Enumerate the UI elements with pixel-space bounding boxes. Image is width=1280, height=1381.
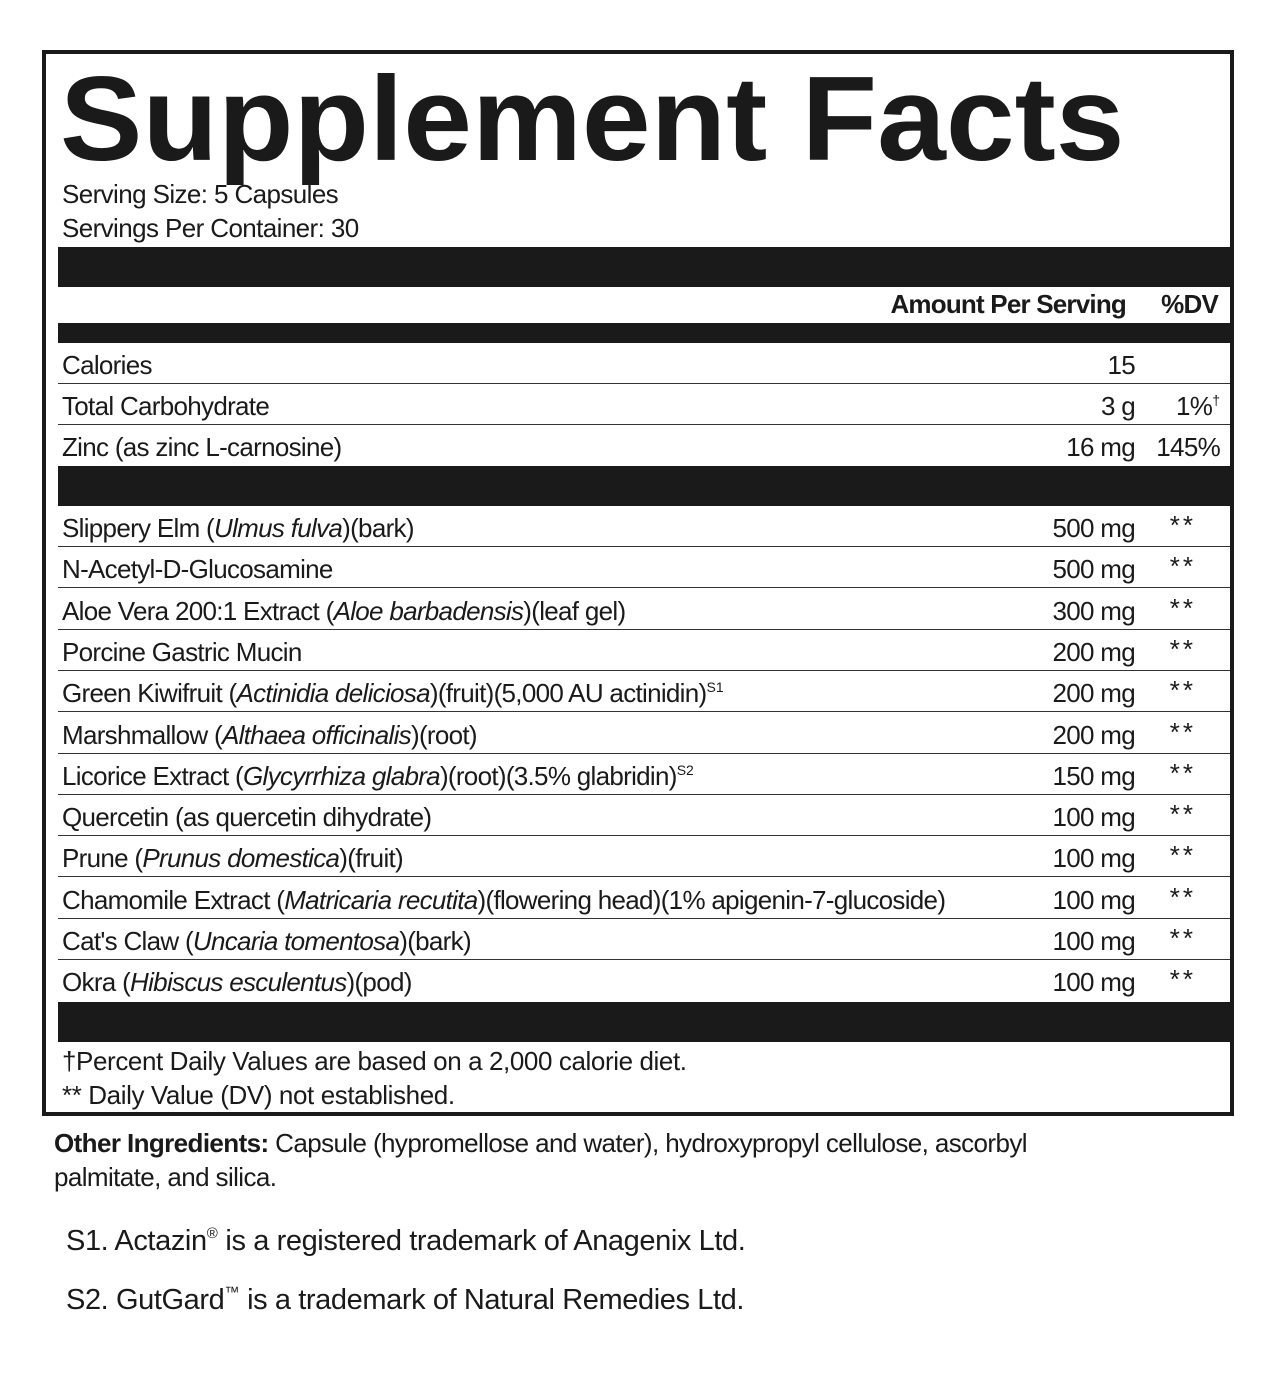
ingredient-part: )(bark) <box>399 926 471 956</box>
ingredient-name: Aloe Vera 200:1 Extract ( <box>62 595 334 626</box>
ingredient-latin-name: Glycyrrhiza glabra <box>243 760 440 791</box>
ingredient-dv: ** <box>1169 757 1196 788</box>
ingredient-amount: 100 mg <box>1052 967 1135 998</box>
ingredient-amount: 150 mg <box>1052 760 1135 791</box>
ingredient-part: )(fruit) <box>339 843 403 874</box>
ingredient-amount: 100 mg <box>1052 884 1135 915</box>
ingredient-amount: 300 mg <box>1052 595 1135 626</box>
ingredient-row <box>58 795 1230 836</box>
divider-bar-header <box>58 323 1230 343</box>
ingredient-dv: ** <box>1169 633 1196 664</box>
ingredient-part: )(leaf gel) <box>523 595 626 626</box>
ingredient-amount: 500 mg <box>1052 513 1135 543</box>
trademark-s2-post: is a trademark of Natural Remedies Ltd. <box>239 1284 745 1316</box>
trademark-s1-mark: ® <box>206 1225 218 1242</box>
ingredient-amount: 100 mg <box>1052 802 1135 833</box>
divider-bar-top <box>58 247 1230 287</box>
ingredient-label <box>62 802 431 833</box>
trademark-s2-mark: ™ <box>224 1284 240 1301</box>
dv-header: %DV <box>1161 289 1218 319</box>
ingredient-row <box>58 671 1230 712</box>
ingredient-part: )(bark) <box>342 513 414 543</box>
ingredient-dv: ** <box>1169 799 1196 830</box>
footnote-dv-not-established: ** Daily Value (DV) not established. <box>62 1080 455 1110</box>
nutrient-dv-value: 145% <box>1156 432 1220 462</box>
nutrient-amount: 16 mg <box>1066 432 1135 462</box>
nutrient-amount: 3 g <box>1100 391 1135 421</box>
ingredient-label <box>62 761 694 792</box>
footnote-percent-dv: †Percent Daily Values are based on a 2,000 calorie diet. <box>62 1046 687 1076</box>
nutrient-name: Total Carbohydrate <box>62 391 270 421</box>
nutrient-amount: 15 <box>1107 350 1135 380</box>
trademark-s1-pre: S1. Actazin <box>66 1225 207 1257</box>
ingredient-amount: 200 mg <box>1052 678 1135 709</box>
nutrient-name: Zinc (as zinc L-carnosine) <box>62 432 342 462</box>
ingredient-row <box>58 960 1230 1001</box>
ingredient-label <box>62 843 403 874</box>
nutrient-row <box>58 425 1230 466</box>
ingredient-latin-name: Uncaria tomentosa <box>192 926 400 956</box>
ingredient-label <box>62 596 625 627</box>
ingredient-dv: ** <box>1169 551 1196 582</box>
divider-bar-bottom <box>58 1002 1230 1042</box>
ingredient-latin-name: Aloe barbadensis <box>333 595 524 626</box>
ingredient-label <box>62 885 945 916</box>
ingredient-part: )(flowering head)(1% apigenin-7-glucoside) <box>477 884 946 915</box>
ingredient-dv: ** <box>1169 716 1196 747</box>
ingredient-amount: 500 mg <box>1052 554 1135 585</box>
ingredient-trademark-ref: S2 <box>676 761 694 778</box>
ingredient-row <box>58 754 1230 795</box>
ingredient-part: )(fruit)(5,000 AU actinidin) <box>429 678 707 709</box>
trademark-note-s1 <box>66 1225 745 1258</box>
ingredient-latin-name: Actinidia deliciosa <box>236 678 430 709</box>
ingredient-dv: ** <box>1169 923 1196 953</box>
other-ingredients-label: Other Ingredients: <box>54 1128 269 1158</box>
ingredient-amount: 100 mg <box>1052 843 1135 874</box>
ingredient-dv: ** <box>1169 964 1196 995</box>
ingredient-latin-name: Ulmus fulva <box>214 513 343 543</box>
nutrient-row <box>58 384 1230 425</box>
ingredient-part: )(root)(3.5% glabridin) <box>439 760 677 791</box>
ingredient-name: Quercetin (as quercetin dihydrate) <box>62 802 432 833</box>
ingredient-part: )(pod) <box>346 967 412 998</box>
ingredient-row <box>58 919 1230 960</box>
divider-bar-middle <box>58 466 1230 506</box>
servings-per-container: Servings Per Container: 30 <box>62 213 359 243</box>
ingredient-amount: 100 mg <box>1052 926 1135 956</box>
ingredient-label <box>62 678 724 709</box>
ingredient-latin-name: Prunus domestica <box>142 843 340 874</box>
panel-title: Supplement Facts <box>60 52 1125 186</box>
ingredient-latin-name: Matricaria recutita <box>284 884 478 915</box>
ingredient-name: Green Kiwifruit ( <box>62 678 237 709</box>
nutrient-row <box>58 343 1230 384</box>
ingredient-name: Chamomile Extract ( <box>62 884 285 915</box>
ingredient-name: Prune ( <box>62 843 143 874</box>
ingredient-amount: 200 mg <box>1052 636 1135 667</box>
ingredient-dv: ** <box>1169 510 1196 540</box>
ingredient-name: Okra ( <box>62 967 131 998</box>
ingredient-name: Marshmallow ( <box>62 719 222 750</box>
nutrient-name: Calories <box>62 350 152 380</box>
nutrient-dv-mark: † <box>1212 392 1220 408</box>
ingredient-dv: ** <box>1169 881 1196 912</box>
ingredient-row <box>58 589 1230 630</box>
ingredient-row <box>58 630 1230 671</box>
ingredient-name: Licorice Extract ( <box>62 760 244 791</box>
ingredient-name: Cat's Claw ( <box>62 926 193 956</box>
trademark-s1-post: is a registered trademark of Anagenix Ltd. <box>217 1225 746 1257</box>
ingredient-label <box>62 720 477 751</box>
ingredient-name: Porcine Gastric Mucin <box>62 636 302 667</box>
trademark-note-s2 <box>66 1284 744 1317</box>
ingredient-row <box>58 713 1230 754</box>
ingredient-label <box>62 637 302 668</box>
amount-header: Amount Per Serving <box>890 289 1126 319</box>
supplement-facts-panel <box>42 50 1234 1116</box>
ingredient-row <box>58 836 1230 877</box>
ingredient-name: N-Acetyl-D-Glucosamine <box>62 554 333 585</box>
ingredient-dv: ** <box>1169 592 1196 623</box>
ingredient-name: Slippery Elm ( <box>62 513 215 543</box>
ingredient-row <box>58 506 1230 547</box>
trademark-s2-pre: S2. GutGard <box>66 1284 225 1316</box>
column-header-row <box>58 287 1218 323</box>
other-ingredients-text: Capsule (hypromellose and water), hydroxypropyl cellulose, ascorbyl palmitate, and silica. <box>54 1128 1027 1192</box>
ingredient-label <box>62 554 333 585</box>
ingredient-dv: ** <box>1169 675 1196 706</box>
ingredient-amount: 200 mg <box>1052 719 1135 750</box>
ingredient-label <box>62 967 412 998</box>
ingredient-trademark-ref: S1 <box>706 679 724 696</box>
ingredient-latin-name: Hibiscus esculentus <box>130 967 347 998</box>
serving-size: Serving Size: 5 Capsules <box>62 179 339 209</box>
other-ingredients <box>54 1126 1054 1194</box>
nutrient-dv-value: 1% <box>1176 391 1213 421</box>
nutrient-dv <box>1156 432 1220 463</box>
ingredient-label <box>62 926 471 957</box>
ingredient-label <box>62 513 414 544</box>
ingredient-row <box>58 878 1230 919</box>
ingredient-latin-name: Althaea officinalis <box>221 719 411 750</box>
ingredient-dv: ** <box>1169 840 1196 871</box>
ingredient-row <box>58 547 1230 588</box>
ingredient-part: )(root) <box>410 719 477 750</box>
nutrient-dv <box>1176 391 1220 422</box>
